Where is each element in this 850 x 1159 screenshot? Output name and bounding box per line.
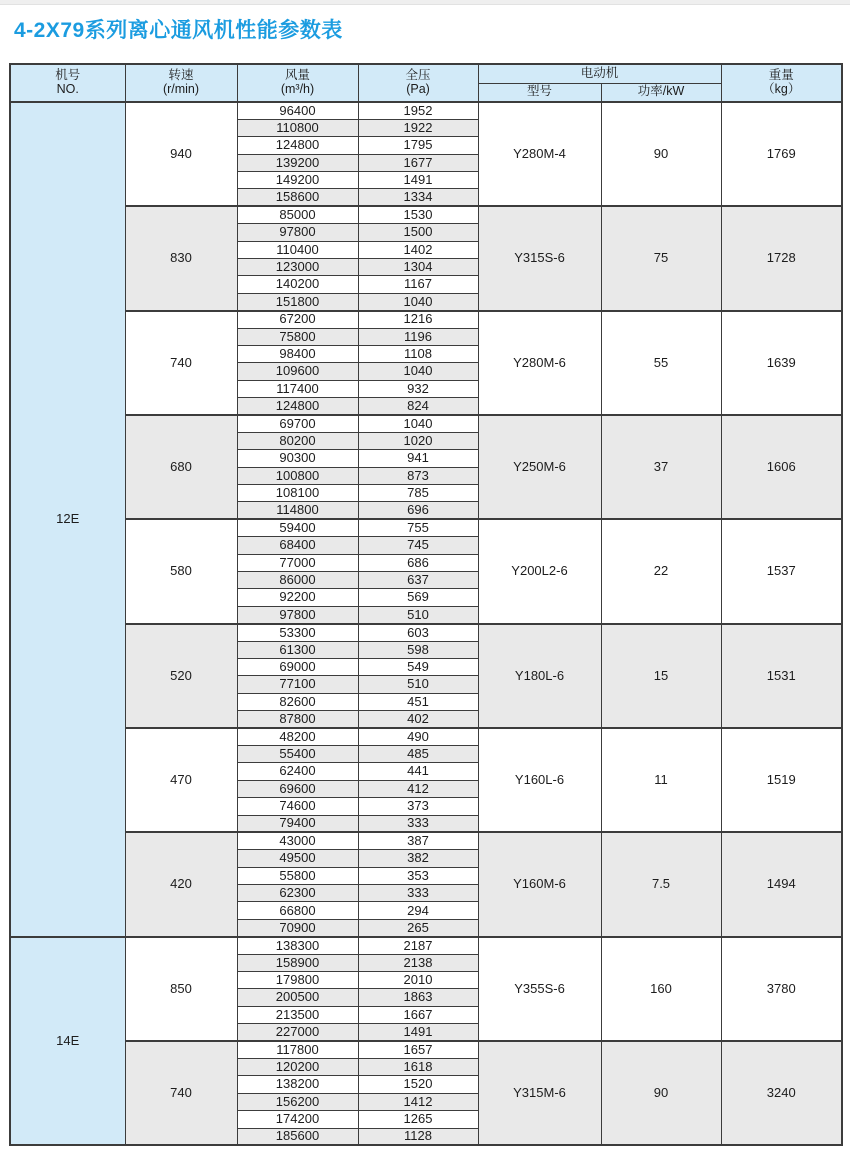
- weight-cell: 3240: [721, 1041, 842, 1145]
- motor-power-cell: 55: [601, 311, 721, 415]
- pressure-cell: 265: [358, 919, 478, 936]
- weight-cell: 1537: [721, 519, 842, 623]
- flow-cell: 200500: [237, 989, 358, 1006]
- pressure-cell: 1667: [358, 1006, 478, 1023]
- flow-cell: 86000: [237, 572, 358, 589]
- pressure-cell: 1657: [358, 1041, 478, 1058]
- pressure-cell: 1530: [358, 206, 478, 223]
- header-machine-no-line2: NO.: [56, 82, 79, 96]
- table-row: [10, 415, 842, 432]
- motor-model-cell: Y280M-6: [478, 311, 601, 415]
- flow-cell: 109600: [237, 363, 358, 380]
- pressure-cell: 2138: [358, 954, 478, 971]
- pressure-cell: 603: [358, 624, 478, 641]
- flow-cell: 123000: [237, 259, 358, 276]
- flow-cell: 97800: [237, 224, 358, 241]
- pressure-cell: 1863: [358, 989, 478, 1006]
- pressure-cell: 294: [358, 902, 478, 919]
- machine-no-cell: 12E: [10, 102, 125, 937]
- motor-model-cell: Y160L-6: [478, 728, 601, 832]
- pressure-cell: 1304: [358, 259, 478, 276]
- speed-cell: 470: [125, 728, 237, 832]
- pressure-cell: 333: [358, 815, 478, 832]
- pressure-cell: 1040: [358, 363, 478, 380]
- table-body: [10, 102, 842, 1145]
- pressure-cell: 1402: [358, 241, 478, 258]
- pressure-cell: 637: [358, 572, 478, 589]
- flow-cell: 66800: [237, 902, 358, 919]
- speed-cell: 740: [125, 1041, 237, 1145]
- flow-cell: 213500: [237, 1006, 358, 1023]
- pressure-cell: 373: [358, 798, 478, 815]
- pressure-cell: 490: [358, 728, 478, 745]
- flow-cell: 49500: [237, 850, 358, 867]
- flow-cell: 55400: [237, 745, 358, 762]
- pressure-cell: 1795: [358, 137, 478, 154]
- motor-model-cell: Y355S-6: [478, 937, 601, 1041]
- flow-cell: 179800: [237, 972, 358, 989]
- flow-cell: 114800: [237, 502, 358, 519]
- pressure-cell: 451: [358, 693, 478, 710]
- speed-cell: 740: [125, 311, 237, 415]
- header-row-1: [10, 64, 842, 83]
- motor-power-cell: 15: [601, 624, 721, 728]
- flow-cell: 158900: [237, 954, 358, 971]
- flow-cell: 70900: [237, 919, 358, 936]
- header-motor-power: 功率/kW: [601, 83, 721, 102]
- motor-power-cell: 22: [601, 519, 721, 623]
- motor-model-cell: Y200L2-6: [478, 519, 601, 623]
- flow-cell: 90300: [237, 450, 358, 467]
- flow-cell: 117400: [237, 380, 358, 397]
- flow-cell: 53300: [237, 624, 358, 641]
- flow-cell: 43000: [237, 832, 358, 849]
- pressure-cell: 1520: [358, 1076, 478, 1093]
- table-row: [10, 832, 842, 849]
- fan-performance-table: [9, 63, 843, 1146]
- speed-cell: 420: [125, 832, 237, 936]
- motor-power-cell: 75: [601, 206, 721, 310]
- table-header: [10, 64, 842, 102]
- header-machine-no: [10, 64, 125, 102]
- flow-cell: 92200: [237, 589, 358, 606]
- header-machine-no-line1: 机号: [55, 68, 81, 83]
- pressure-cell: 824: [358, 398, 478, 415]
- flow-cell: 120200: [237, 1058, 358, 1075]
- flow-cell: 62300: [237, 885, 358, 902]
- pressure-cell: 1491: [358, 172, 478, 189]
- flow-cell: 151800: [237, 293, 358, 310]
- pressure-cell: 1334: [358, 189, 478, 206]
- pressure-cell: 1167: [358, 276, 478, 293]
- header-flow-line2: (m³/h): [280, 82, 315, 96]
- pressure-cell: 510: [358, 676, 478, 693]
- header-motor: 电动机: [478, 64, 721, 83]
- pressure-cell: 686: [358, 554, 478, 571]
- flow-cell: 139200: [237, 154, 358, 171]
- motor-model-cell: Y315S-6: [478, 206, 601, 310]
- weight-cell: 3780: [721, 937, 842, 1041]
- speed-cell: 940: [125, 102, 237, 206]
- weight-cell: 1606: [721, 415, 842, 519]
- flow-cell: 69700: [237, 415, 358, 432]
- table-row: [10, 102, 842, 119]
- header-flow: [237, 64, 358, 102]
- header-motor-model: 型号: [478, 83, 601, 102]
- pressure-cell: 402: [358, 711, 478, 728]
- flow-cell: 77100: [237, 676, 358, 693]
- flow-cell: 74600: [237, 798, 358, 815]
- flow-cell: 82600: [237, 693, 358, 710]
- pressure-cell: 1040: [358, 293, 478, 310]
- table-row: [10, 519, 842, 536]
- pressure-cell: 941: [358, 450, 478, 467]
- motor-power-cell: 160: [601, 937, 721, 1041]
- flow-cell: 77000: [237, 554, 358, 571]
- weight-cell: 1769: [721, 102, 842, 206]
- flow-cell: 124800: [237, 398, 358, 415]
- pressure-cell: 382: [358, 850, 478, 867]
- pressure-cell: 2010: [358, 972, 478, 989]
- weight-cell: 1494: [721, 832, 842, 936]
- header-pressure: [358, 64, 478, 102]
- header-weight-line2: （kg）: [762, 82, 801, 96]
- weight-cell: 1728: [721, 206, 842, 310]
- flow-cell: 59400: [237, 519, 358, 536]
- pressure-cell: 598: [358, 641, 478, 658]
- header-speed-line2: (r/min): [162, 82, 200, 96]
- flow-cell: 48200: [237, 728, 358, 745]
- flow-cell: 67200: [237, 311, 358, 328]
- flow-cell: 124800: [237, 137, 358, 154]
- flow-cell: 185600: [237, 1128, 358, 1145]
- pressure-cell: 569: [358, 589, 478, 606]
- pressure-cell: 1128: [358, 1128, 478, 1145]
- motor-power-cell: 90: [601, 102, 721, 206]
- flow-cell: 80200: [237, 432, 358, 449]
- speed-cell: 680: [125, 415, 237, 519]
- pressure-cell: 387: [358, 832, 478, 849]
- flow-cell: 227000: [237, 1024, 358, 1041]
- motor-model-cell: Y250M-6: [478, 415, 601, 519]
- pressure-cell: 1108: [358, 345, 478, 362]
- flow-cell: 110400: [237, 241, 358, 258]
- motor-power-cell: 7.5: [601, 832, 721, 936]
- flow-cell: 62400: [237, 763, 358, 780]
- speed-cell: 850: [125, 937, 237, 1041]
- flow-cell: 149200: [237, 172, 358, 189]
- table-row: [10, 937, 842, 954]
- flow-cell: 96400: [237, 102, 358, 119]
- flow-cell: 68400: [237, 537, 358, 554]
- pressure-cell: 510: [358, 606, 478, 623]
- pressure-cell: 412: [358, 780, 478, 797]
- pressure-cell: 745: [358, 537, 478, 554]
- pressure-cell: 1677: [358, 154, 478, 171]
- motor-power-cell: 11: [601, 728, 721, 832]
- pressure-cell: 1196: [358, 328, 478, 345]
- pressure-cell: 1922: [358, 119, 478, 136]
- machine-no-cell: 14E: [10, 937, 125, 1146]
- table-row: [10, 624, 842, 641]
- pressure-cell: 2187: [358, 937, 478, 954]
- pressure-cell: 785: [358, 485, 478, 502]
- header-weight: [721, 64, 842, 102]
- pressure-cell: 1216: [358, 311, 478, 328]
- pressure-cell: 353: [358, 867, 478, 884]
- flow-cell: 79400: [237, 815, 358, 832]
- top-strip: [0, 0, 850, 5]
- flow-cell: 75800: [237, 328, 358, 345]
- flow-cell: 87800: [237, 711, 358, 728]
- flow-cell: 108100: [237, 485, 358, 502]
- flow-cell: 100800: [237, 467, 358, 484]
- flow-cell: 138300: [237, 937, 358, 954]
- pressure-cell: 873: [358, 467, 478, 484]
- pressure-cell: 1412: [358, 1093, 478, 1110]
- speed-cell: 580: [125, 519, 237, 623]
- flow-cell: 156200: [237, 1093, 358, 1110]
- pressure-cell: 1500: [358, 224, 478, 241]
- flow-cell: 140200: [237, 276, 358, 293]
- pressure-cell: 441: [358, 763, 478, 780]
- pressure-cell: 696: [358, 502, 478, 519]
- pressure-cell: 549: [358, 659, 478, 676]
- motor-power-cell: 37: [601, 415, 721, 519]
- table-row: [10, 728, 842, 745]
- weight-cell: 1519: [721, 728, 842, 832]
- pressure-cell: 932: [358, 380, 478, 397]
- pressure-cell: 1491: [358, 1024, 478, 1041]
- flow-cell: 110800: [237, 119, 358, 136]
- flow-cell: 55800: [237, 867, 358, 884]
- pressure-cell: 1020: [358, 432, 478, 449]
- table-row: [10, 206, 842, 223]
- header-speed: [125, 64, 237, 102]
- page-title: 4-2X79系列离心通风机性能参数表: [14, 19, 343, 42]
- header-flow-line1: 风量: [284, 68, 310, 83]
- flow-cell: 138200: [237, 1076, 358, 1093]
- flow-cell: 69600: [237, 780, 358, 797]
- motor-power-cell: 90: [601, 1041, 721, 1145]
- pressure-cell: 755: [358, 519, 478, 536]
- pressure-cell: 485: [358, 745, 478, 762]
- speed-cell: 830: [125, 206, 237, 310]
- motor-model-cell: Y315M-6: [478, 1041, 601, 1145]
- flow-cell: 85000: [237, 206, 358, 223]
- header-pressure-line1: 全压: [405, 68, 431, 83]
- speed-cell: 520: [125, 624, 237, 728]
- flow-cell: 97800: [237, 606, 358, 623]
- flow-cell: 61300: [237, 641, 358, 658]
- pressure-cell: 1952: [358, 102, 478, 119]
- header-pressure-line2: (Pa): [406, 82, 430, 96]
- flow-cell: 158600: [237, 189, 358, 206]
- flow-cell: 174200: [237, 1111, 358, 1128]
- flow-cell: 69000: [237, 659, 358, 676]
- weight-cell: 1531: [721, 624, 842, 728]
- table-row: [10, 1041, 842, 1058]
- header-weight-line1: 重量: [768, 68, 794, 83]
- flow-cell: 98400: [237, 345, 358, 362]
- pressure-cell: 1618: [358, 1058, 478, 1075]
- motor-model-cell: Y160M-6: [478, 832, 601, 936]
- header-speed-line1: 转速: [168, 68, 194, 83]
- pressure-cell: 333: [358, 885, 478, 902]
- motor-model-cell: Y180L-6: [478, 624, 601, 728]
- motor-model-cell: Y280M-4: [478, 102, 601, 206]
- flow-cell: 117800: [237, 1041, 358, 1058]
- weight-cell: 1639: [721, 311, 842, 415]
- table-row: [10, 311, 842, 328]
- pressure-cell: 1040: [358, 415, 478, 432]
- pressure-cell: 1265: [358, 1111, 478, 1128]
